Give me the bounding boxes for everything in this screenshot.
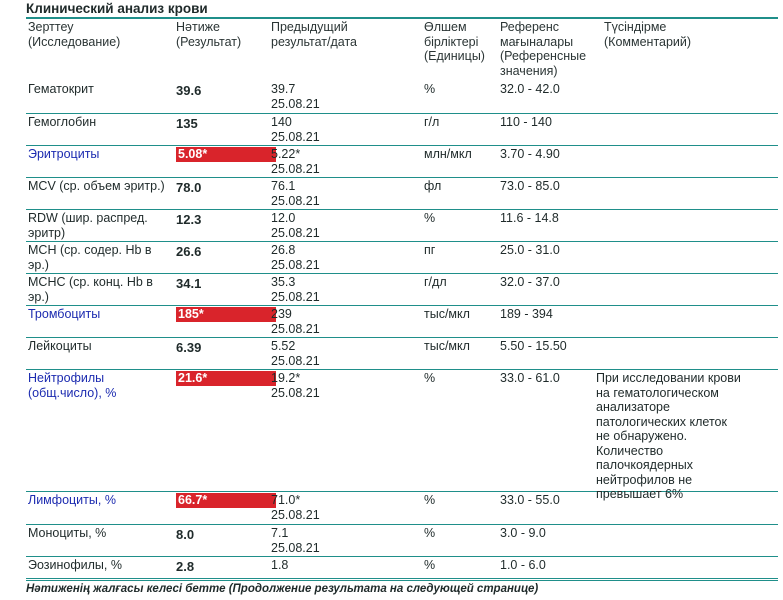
test-name-line: RDW (шир. распред.	[28, 211, 148, 225]
reference-range: 32.0 - 42.0	[500, 82, 560, 96]
previous-result-line: 25.08.21	[271, 321, 320, 336]
result-value: 26.6	[176, 244, 202, 259]
reference-range: 32.0 - 37.0	[500, 275, 560, 289]
flagged-result: 21.6*	[176, 371, 276, 386]
table-row	[26, 145, 778, 178]
comment-line: При исследовании крови	[596, 371, 741, 385]
comment-line: анализаторе	[596, 400, 670, 414]
previous-result-line: 25.08.21	[271, 353, 320, 368]
test-name-line: Гематокрит	[28, 82, 94, 96]
comment-line: на гематологическом	[596, 385, 719, 400]
test-name	[28, 243, 152, 272]
result-value: 2.8	[176, 559, 195, 574]
previous-result	[271, 339, 320, 368]
test-name-line: эритр)	[28, 225, 66, 240]
previous-result-line: 140	[271, 115, 292, 129]
previous-result	[271, 275, 320, 304]
previous-result-line: 35.3	[271, 275, 296, 289]
previous-result	[271, 179, 320, 208]
previous-result	[271, 493, 320, 522]
header-comment-line: (Комментарий)	[604, 34, 692, 49]
comment-line: палочкоядерных	[596, 458, 694, 472]
header-reference-line: мағыналары	[500, 34, 574, 49]
test-name-line: эр.)	[28, 289, 49, 304]
test-name-line: Гемоглобин	[28, 115, 97, 129]
unit: %	[424, 558, 436, 572]
reference-range: 189 - 394	[500, 307, 553, 321]
table-row	[26, 273, 778, 306]
reference-range: 25.0 - 31.0	[500, 243, 560, 257]
previous-result-line: 26.8	[271, 243, 296, 257]
reference-range: 73.0 - 85.0	[500, 179, 560, 193]
header-units	[424, 20, 485, 64]
header-units-line: (Единицы)	[424, 49, 485, 63]
reference-range: 11.6 - 14.8	[500, 211, 559, 225]
previous-result-line: 25.08.21	[271, 507, 320, 522]
previous-result	[271, 243, 320, 272]
continuation-note: Нәтиженің жалғасы келесі бетте (Продолжение результата на следующей странице)	[26, 583, 539, 595]
previous-result-line: 39.7	[271, 82, 296, 96]
table-row	[26, 491, 778, 525]
unit: пг	[424, 243, 436, 257]
previous-result-line: 71.0*	[271, 493, 301, 507]
comment	[596, 371, 776, 502]
header-test-line: Зерттеу	[28, 20, 74, 34]
test-name-line: Лимфоциты, %	[28, 493, 116, 507]
previous-result	[271, 526, 320, 555]
title-divider	[26, 17, 778, 19]
reference-range: 3.70 - 4.90	[500, 147, 560, 161]
test-name	[28, 558, 122, 573]
test-name-line: Нейтрофилы	[28, 371, 105, 385]
table-row	[26, 80, 778, 114]
previous-result-line: 25.08.21	[271, 96, 320, 111]
previous-result	[271, 82, 320, 111]
header-reference-line: (Референсные	[500, 49, 587, 63]
result-value: 39.6	[176, 83, 202, 98]
header-result-line: (Результат)	[176, 34, 242, 49]
unit: г/дл	[424, 275, 447, 289]
result-value: 8.0	[176, 527, 195, 542]
comment-line: Количество	[596, 443, 664, 458]
reference-range: 3.0 - 9.0	[500, 526, 546, 540]
test-name	[28, 493, 116, 508]
previous-result-line: 25.08.21	[271, 289, 320, 304]
result-value: 135	[176, 116, 198, 131]
previous-result-line: 19.2*	[271, 371, 301, 385]
test-name	[28, 211, 148, 240]
table-row	[26, 337, 778, 370]
previous-result	[271, 147, 320, 176]
flagged-result: 5.08*	[176, 147, 276, 162]
test-name	[28, 307, 100, 322]
reference-range: 33.0 - 61.0	[500, 371, 560, 385]
result-value: 12.3	[176, 212, 202, 227]
previous-result-line: 25.08.21	[271, 161, 320, 176]
previous-result	[271, 115, 320, 144]
test-name-line: Тромбоциты	[28, 307, 101, 321]
header-previous-line: Предыдущий	[271, 20, 348, 34]
unit: фл	[424, 179, 442, 193]
test-name-line: MCH (ср. содер. Hb в	[28, 243, 152, 257]
previous-result-line: 25.08.21	[271, 385, 320, 400]
result-value: 78.0	[176, 180, 202, 195]
comment-line: превышает 6%	[596, 487, 684, 501]
test-name	[28, 275, 153, 304]
test-name	[28, 82, 94, 97]
header-units-line: Өлшем	[424, 20, 467, 34]
result-value: 34.1	[176, 276, 202, 291]
test-name-line: MCHC (ср. конц. Hb в	[28, 275, 153, 289]
test-name	[28, 526, 106, 541]
table-row	[26, 177, 778, 210]
previous-result	[271, 558, 288, 573]
unit: %	[424, 211, 436, 225]
previous-result-line: 25.08.21	[271, 193, 320, 208]
test-name-line: MCV (ср. объем эритр.)	[28, 179, 165, 193]
reference-range: 1.0 - 6.0	[500, 558, 546, 572]
test-name-line: эр.)	[28, 257, 49, 272]
reference-range: 33.0 - 55.0	[500, 493, 560, 507]
header-previous	[271, 20, 357, 49]
table-row	[26, 113, 778, 146]
unit: тыс/мкл	[424, 307, 470, 321]
header-previous-line: результат/дата	[271, 34, 357, 49]
previous-result-line: 5.52	[271, 339, 296, 353]
test-name	[28, 147, 99, 162]
comment-line: не обнаружено.	[596, 429, 688, 443]
previous-result-line: 12.0	[271, 211, 296, 225]
header-reference	[500, 20, 586, 78]
test-name-line: (общ.число), %	[28, 385, 117, 400]
unit: тыс/мкл	[424, 339, 470, 353]
test-name	[28, 179, 165, 194]
test-name-line: Моноциты, %	[28, 526, 107, 540]
report-title: Клинический анализ крови	[26, 1, 208, 16]
test-name-line: Эритроциты	[28, 147, 100, 161]
header-test	[28, 20, 120, 49]
table-row	[26, 556, 778, 579]
unit: г/л	[424, 115, 440, 129]
table-row	[26, 524, 778, 557]
header-result	[176, 20, 241, 49]
previous-result-line: 1.8	[271, 558, 289, 572]
unit: %	[424, 526, 436, 540]
previous-result	[271, 307, 320, 336]
previous-result-line: 76.1	[271, 179, 296, 193]
header-units-line: бірліктері	[424, 34, 479, 49]
previous-result-line: 25.08.21	[271, 225, 320, 240]
header-reference-line: Референс	[500, 20, 560, 34]
table-row	[26, 209, 778, 242]
previous-result-line: 5.22*	[271, 147, 301, 161]
unit: %	[424, 371, 436, 385]
previous-result-line: 25.08.21	[271, 129, 320, 144]
comment-line: патологических клеток	[596, 414, 727, 429]
header-test-line: (Исследование)	[28, 34, 121, 49]
header-reference-line: значения)	[500, 63, 558, 78]
flagged-result: 66.7*	[176, 493, 276, 508]
previous-result-line: 25.08.21	[271, 257, 320, 272]
table-row	[26, 241, 778, 274]
unit: %	[424, 493, 436, 507]
test-name	[28, 339, 92, 354]
header-comment-line: Түсіндірме	[604, 20, 667, 34]
previous-result	[271, 211, 320, 240]
test-name-line: Лейкоциты	[28, 339, 92, 353]
unit: млн/мкл	[424, 147, 472, 161]
test-name-line: Эозинофилы, %	[28, 558, 122, 572]
result-value: 6.39	[176, 340, 202, 355]
test-name	[28, 115, 96, 130]
header-result-line: Нәтиже	[176, 20, 221, 34]
table-row	[26, 305, 778, 338]
comment-line: нейтрофилов не	[596, 472, 693, 487]
reference-range: 110 - 140	[500, 115, 552, 129]
previous-result-line: 25.08.21	[271, 540, 320, 555]
previous-result-line: 239	[271, 307, 292, 321]
previous-result-line: 7.1	[271, 526, 289, 540]
unit: %	[424, 82, 436, 96]
reference-range: 5.50 - 15.50	[500, 339, 567, 353]
previous-result	[271, 371, 320, 400]
flagged-result: 185*	[176, 307, 276, 322]
test-name	[28, 371, 116, 400]
footer-divider	[26, 580, 778, 581]
header-comment	[604, 20, 691, 49]
